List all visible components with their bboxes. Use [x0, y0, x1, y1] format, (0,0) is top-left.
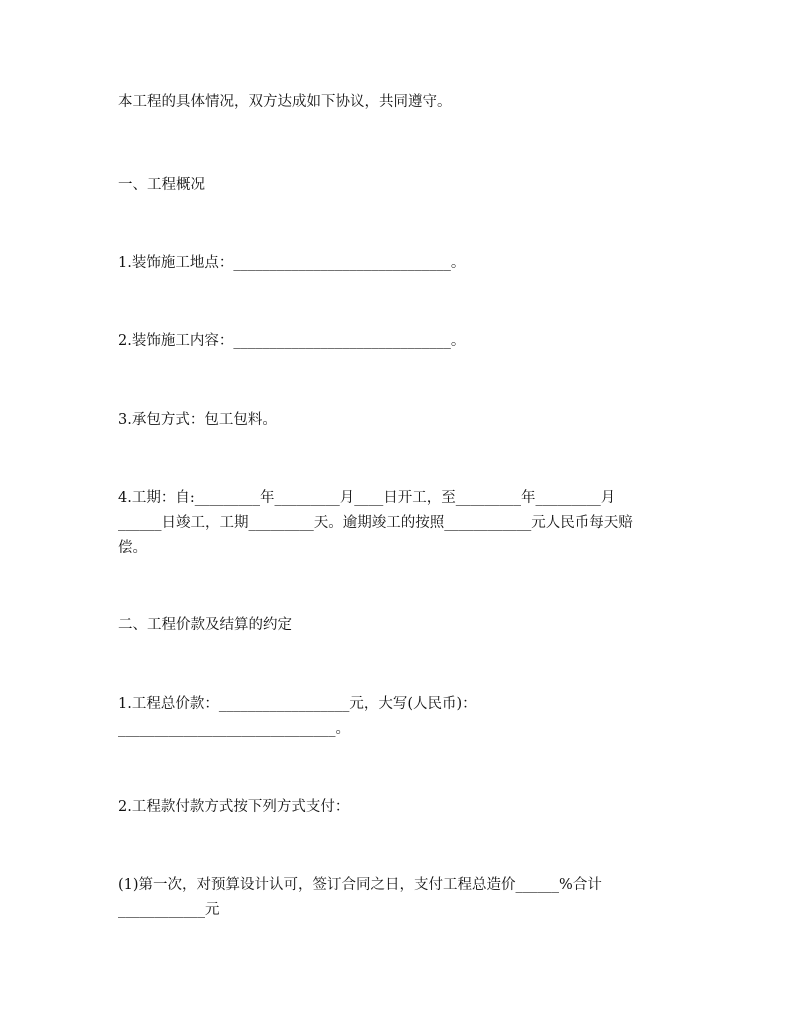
- item-first-payment-line-2: ____________元: [118, 902, 220, 918]
- item-construction-location: 1.装饰施工地点：______________________________。: [118, 255, 466, 271]
- intro-paragraph: 本工程的具体情况，双方达成如下协议，共同遵守。: [118, 94, 452, 110]
- item-total-price-line-1: 1.工程总价款：__________________元，大写(人民币)：: [118, 696, 477, 712]
- item-payment-method: 2.工程款付款方式按下列方式支付：: [118, 799, 350, 815]
- section-heading-overview: 一、工程概况: [118, 177, 205, 193]
- item-contract-method: 3.承包方式：包工包料。: [118, 412, 277, 428]
- item-schedule-line-2: ______日竣工，工期_________天。逾期竣工的按照____________元人民币每天赔: [118, 515, 633, 531]
- item-first-payment-line-1: (1)第一次，对预算设计认可，签订合同之日，支付工程总造价______%合计: [118, 877, 602, 893]
- section-heading-price: 二、工程价款及结算的约定: [118, 617, 292, 633]
- item-schedule-line-3: 偿。: [118, 540, 147, 556]
- item-schedule-line-1: 4.工期：自:_________年_________月____日开工，至_________年_________月: [118, 490, 616, 506]
- item-construction-content: 2.装饰施工内容：______________________________。: [118, 333, 466, 349]
- item-total-price-line-2: ______________________________。: [118, 721, 350, 737]
